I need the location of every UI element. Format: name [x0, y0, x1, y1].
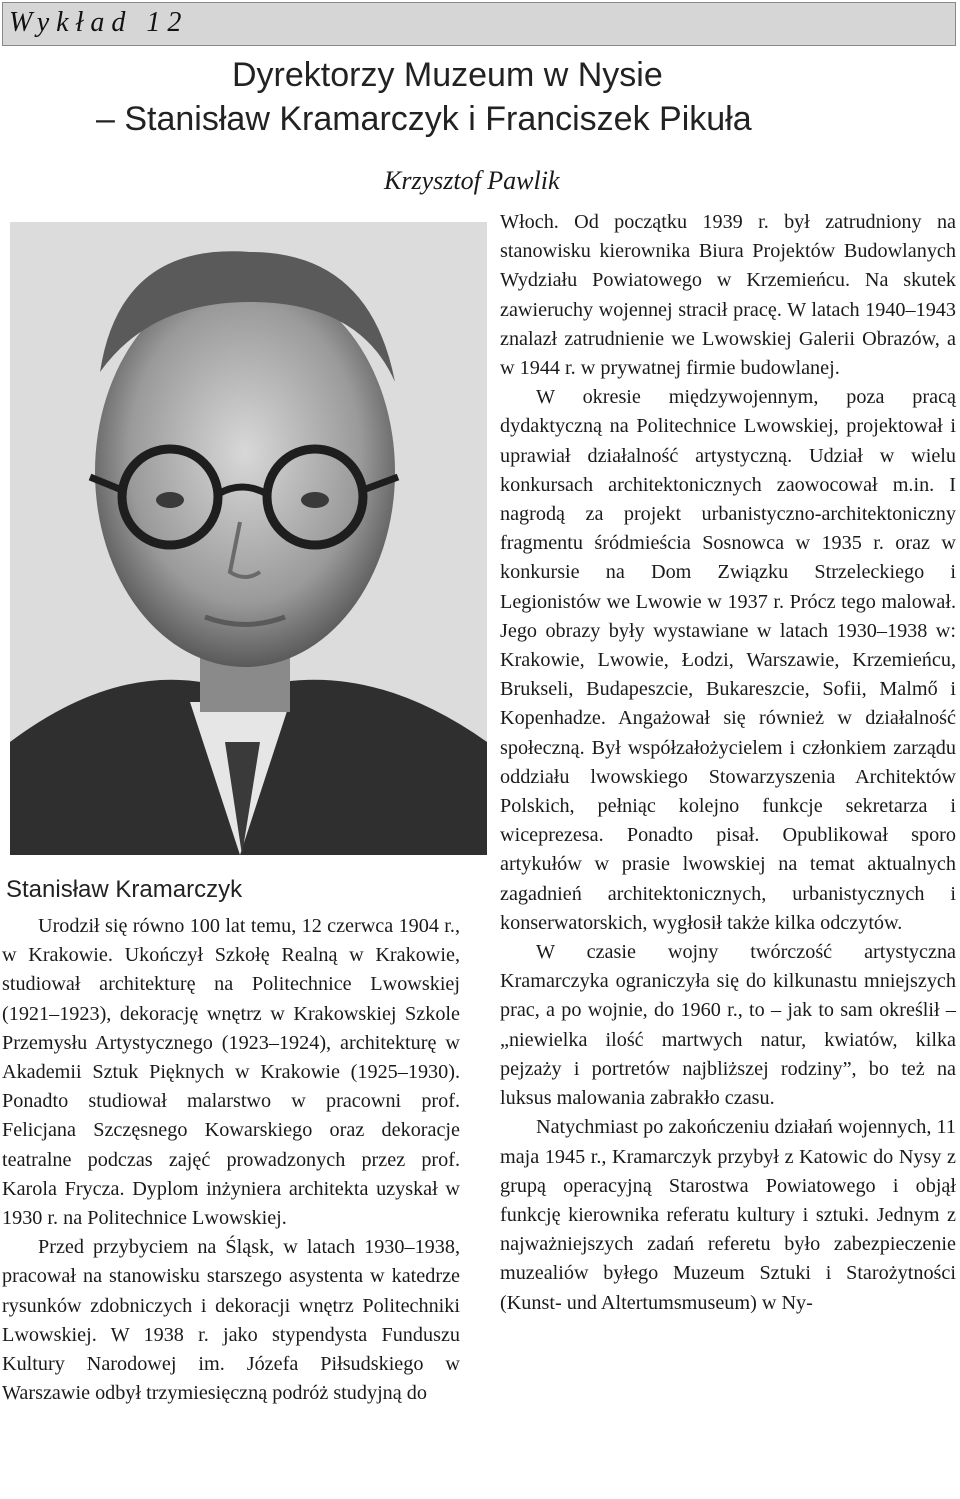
paragraph: W okresie międzywojennym, poza pracą dydaktyczną na Politechnice Lwowskiej, projektował i uprawiał działalność artystyczną. Udział w wielu konkursach architektonicznych zaowocował m.in. I nagrodą za projekt urbanistyczno-architektoniczny fragmentu śródmieścia Sosnowca w 1935 r. oraz w konkursie na Dom Związku Strzeleckiego i Legionistów we Lwowie w 1937 r. Prócz tego malował. Jego obrazy były wystawiane w latach 1930–1938 w: Krakowie, Lwowie, Łodzi, Warszawie, Krzemieńcu, Brukseli, Budapeszcie, Bukareszcie, Sofii, Malmő i Kopenhadze. Angażował się również w działalność społeczną. Był współzałożycielem i członkiem zarządu oddziału lwowskiego Stowarzyszenia Architektów Polskich, pełniąc kolejno funkcje sekretarza i wiceprezesa. Ponadto pisał. Opublikował sporo artykułów w prasie lwowskiej na temat aktualnych zagadnień architektonicznych, urbanistycznych i konserwatorskich, wygłosił także kilka odczytów.: [500, 386, 956, 934]
article-title-line-1: Dyrektorzy Muzeum w Nysie: [232, 56, 663, 94]
paragraph: Urodził się równo 100 lat temu, 12 czerwca 1904 r., w Krakowie. Ukończył Szkołę Realną w Krakowie, studiował architekturę na Politechnice Lwowskiej (1921–1923), dekorację wnętrz w Krakowskiej Szkole Przemysłu Artystycznego (1923–1924), architekturę w Akademii Sztuk Pięknych w Krakowie (1925–1930). Ponadto studiował malarstwo w pracowni prof. Felicjana Szczęsnego Kowarskiego oraz dekoracje teatralne podczas zajęć prowadzonych przez prof. Karola Frycza. Dyplom inżyniera architekta uzyskał w 1930 r. na Politechnice Lwowskiej.: [2, 915, 460, 1230]
article-title-line-2: – Stanisław Kramarczyk i Franciszek Pikuła: [96, 100, 752, 138]
paragraph: W czasie wojny twórczość artystyczna Kramarczyka ograniczyła się do kilkunastu mniejszych prac, a po wojnie, do 1960 r., to – jak to sam określił – „niewielka ilość martwych natur, kwiatów, kilka pejzaży i portretów najbliższej rodziny”, bo też na luksus malowania zabrakło czasu.: [500, 941, 956, 1110]
lecture-label: Wykład 12: [9, 7, 189, 38]
paragraph: Natychmiast po zakończeniu działań wojennych, 11 maja 1945 r., Kramarczyk przybył z Katowic do Nysy z grupą operacyjną Starostwa Powiatowego i objął funkcję kierownika referatu kultury i sztuki. Jednym z najważniejszych zadań referetu było zabezpieczenie muzealiów byłego Muzeum Sztuki i Starożytności (Kunst- und Altertumsmuseum) w Ny-: [500, 1116, 956, 1314]
paragraph: Przed przybyciem na Śląsk, w latach 1930–1938, pracował na stanowisku starszego asystenta w katedrze rysunków zdobniczych i dekoracji wnętrz Politechniki Lwowskiej. W 1938 r. jako stypendysta Funduszu Kultury Narodowej im. Józefa Piłsudskiego w Warszawie odbył trzymiesięczną podróż studyjną do: [2, 1236, 460, 1405]
right-column-text: [500, 208, 956, 1318]
article-author: Krzysztof Pawlik: [384, 166, 560, 195]
lecture-banner: [2, 2, 956, 46]
paragraph: Włoch. Od początku 1939 r. był zatrudniony na stanowisku kierownika Biura Projektów Budowlanych Wydziału Powiatowego w Krzemieńcu. Na skutek zawieruchy wojennej stracił pracę. W latach 1940–1943 znalazł zatrudnienie we Lwowskiej Galerii Obrazów, a w 1944 r. w prywatnej firmie budowlanej.: [500, 211, 956, 380]
caption-heading: Stanisław Kramarczyk: [6, 876, 243, 903]
portrait-photo: [10, 222, 487, 855]
left-column-text: [2, 912, 460, 1408]
portrait-illustration: [10, 222, 487, 855]
